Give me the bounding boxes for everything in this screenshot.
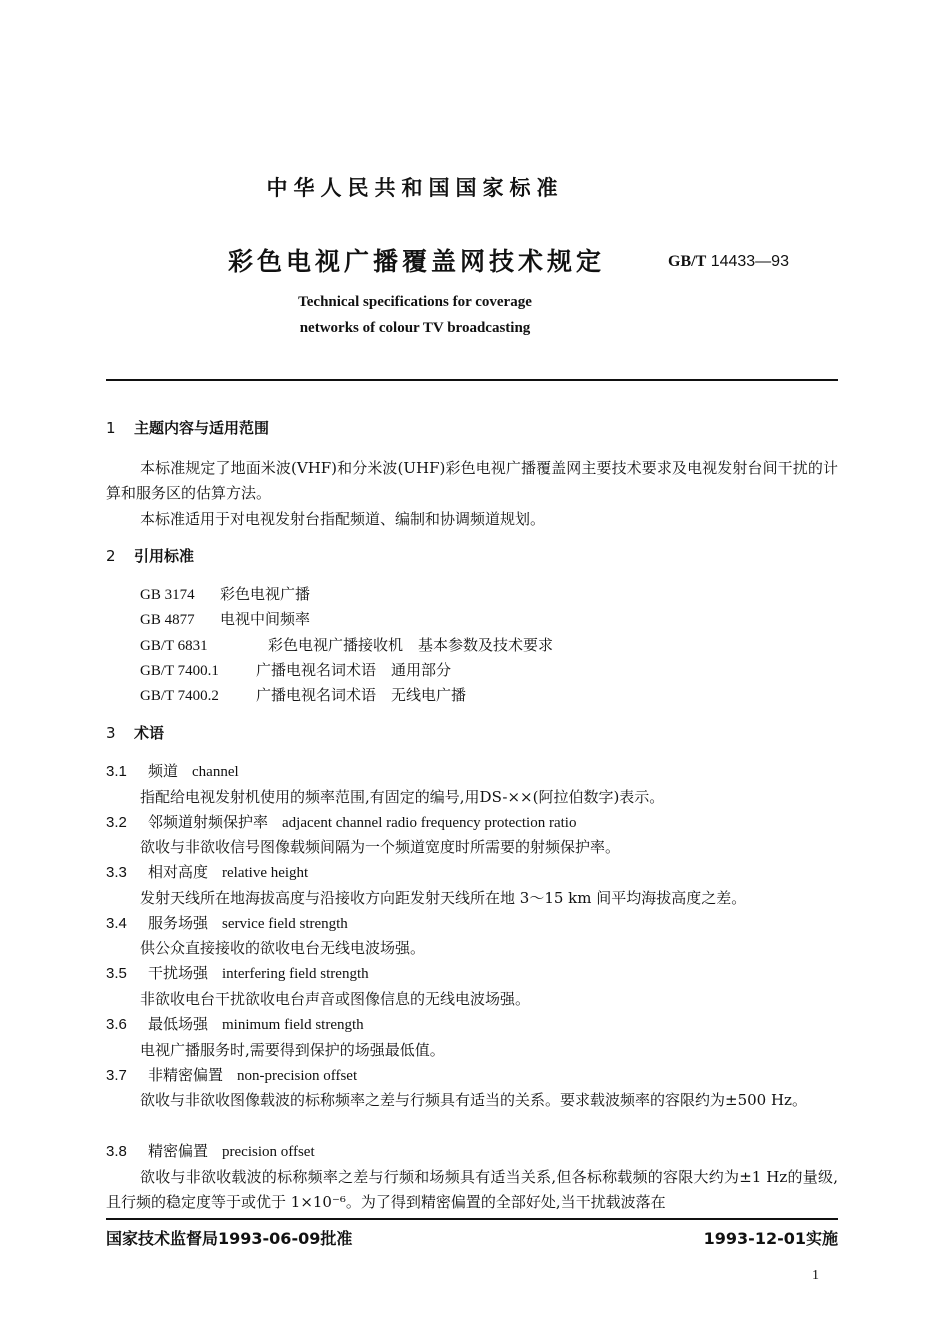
- term-3-2: [106, 811, 576, 832]
- top-divider: [106, 379, 838, 381]
- reference-item: [140, 608, 310, 629]
- term-en: relative height: [222, 865, 309, 881]
- term-en: channel: [192, 764, 239, 780]
- term-en: adjacent channel radio frequency protection ratio: [282, 815, 577, 831]
- reference-item: [140, 684, 466, 705]
- national-standard-heading: 中华人民共和国国家标准: [266, 176, 564, 200]
- standard-title-en-line1: Technical specifications for coverage: [298, 294, 532, 310]
- reference-code: GB 3174: [140, 587, 195, 603]
- term-3-5-definition: 非欲收电台干扰欲收电台声音或图像信息的无线电波场强。: [140, 990, 531, 1008]
- term-en: precision offset: [222, 1144, 315, 1160]
- bottom-divider: [106, 1218, 838, 1220]
- section-1-paragraph-2: 本标准适用于对电视发射台指配频道、编制和协调频道规划。: [140, 510, 546, 528]
- term-3-8: [106, 1140, 315, 1161]
- term-number: 3.6: [106, 1016, 127, 1033]
- term-cn: 邻频道射频保护率: [148, 813, 269, 831]
- approval-date: 国家技术监督局1993-06-09批准: [106, 1229, 353, 1248]
- term-number: 3.3: [106, 864, 127, 881]
- reference-code: GB/T 7400.2: [140, 688, 219, 704]
- section-number: 1: [106, 419, 116, 437]
- term-en: interfering field strength: [222, 966, 369, 982]
- term-3-6-definition: 电视广播服务时,需要得到保护的场强最低值。: [140, 1041, 445, 1059]
- section-title: 术语: [134, 724, 165, 742]
- section-title: 主题内容与适用范围: [134, 419, 270, 437]
- standard-title-en-line2: networks of colour TV broadcasting: [299, 320, 531, 336]
- term-number: 3.4: [106, 915, 127, 932]
- term-3-3-definition: 发射天线所在地海拔高度与沿接收方向距发射天线所在地 3～15 km 间平均海拔高度之差。: [140, 889, 747, 907]
- term-3-3: [106, 861, 308, 882]
- term-cn: 频道: [148, 762, 179, 780]
- term-cn: 相对高度: [148, 863, 209, 881]
- term-cn: 干扰场强: [148, 964, 209, 982]
- reference-code: GB/T 6831: [140, 638, 208, 654]
- reference-name: 彩色电视广播: [220, 585, 311, 603]
- term-3-4: [106, 912, 348, 933]
- section-1-heading: [106, 417, 269, 438]
- reference-name: 广播电视名词术语 无线电广播: [256, 686, 467, 704]
- section-number: 2: [106, 547, 116, 565]
- term-number: 3.8: [106, 1143, 127, 1160]
- term-en: minimum field strength: [222, 1017, 364, 1033]
- term-3-1: [106, 760, 239, 781]
- term-en: service field strength: [222, 916, 348, 932]
- reference-code: GB 4877: [140, 612, 195, 628]
- term-3-7: [106, 1064, 357, 1085]
- section-number: 3: [106, 724, 116, 742]
- term-3-1-definition: 指配给电视发射机使用的频率范围,有固定的编号,用DS-××(阿拉伯数字)表示。: [140, 788, 665, 806]
- reference-item: [140, 583, 310, 604]
- page-number: 1: [812, 1268, 819, 1283]
- term-number: 3.2: [106, 814, 127, 831]
- standard-code: [668, 253, 789, 271]
- reference-name: 广播电视名词术语 通用部分: [256, 661, 452, 679]
- reference-item: [140, 634, 553, 655]
- term-cn: 服务场强: [148, 914, 209, 932]
- reference-name: 电视中间频率: [220, 610, 311, 628]
- section-3-heading: [106, 722, 164, 743]
- term-3-4-definition: 供公众直接接收的欲收电台无线电波场强。: [140, 939, 426, 957]
- standard-code-number: 14433—93: [710, 253, 789, 270]
- section-1-paragraph-1: 本标准规定了地面米波(VHF)和分米波(UHF)彩色电视广播覆盖网主要技术要求及电视发射台间干扰的计算和服务区的估算方法。: [106, 459, 838, 502]
- section-2-heading: [106, 545, 194, 566]
- standard-code-prefix: GB/T: [668, 253, 707, 270]
- reference-item: [140, 659, 451, 680]
- term-number: 3.7: [106, 1067, 127, 1084]
- term-number: 3.1: [106, 763, 127, 780]
- standard-title-cn: 彩色电视广播覆盖网技术规定: [228, 247, 606, 276]
- term-cn: 精密偏置: [148, 1142, 209, 1160]
- implementation-date: 1993-12-01实施: [703, 1229, 838, 1248]
- reference-name: 彩色电视广播接收机 基本参数及技术要求: [268, 636, 554, 654]
- reference-code: GB/T 7400.1: [140, 663, 219, 679]
- term-number: 3.5: [106, 965, 127, 982]
- term-3-2-definition: 欲收与非欲收信号图像载频间隔为一个频道宽度时所需要的射频保护率。: [140, 838, 621, 856]
- term-3-5: [106, 962, 369, 983]
- term-3-7-definition: 欲收与非欲收图像载波的标称频率之差与行频具有适当的关系。要求载波频率的容限约为±500 Hz。: [140, 1091, 807, 1109]
- section-title: 引用标准: [134, 547, 195, 565]
- term-en: non-precision offset: [237, 1068, 358, 1084]
- term-3-6: [106, 1013, 364, 1034]
- term-3-8-definition: 欲收与非欲收载波的标称频率之差与行频和场频具有适当关系,但各标称载频的容限大约为±1 Hz的量级,且行频的稳定度等于或优于 1×10⁻⁶。为了得到精密偏置的全部好处,当干扰载波落在: [106, 1168, 838, 1211]
- term-cn: 最低场强: [148, 1015, 209, 1033]
- term-cn: 非精密偏置: [148, 1066, 224, 1084]
